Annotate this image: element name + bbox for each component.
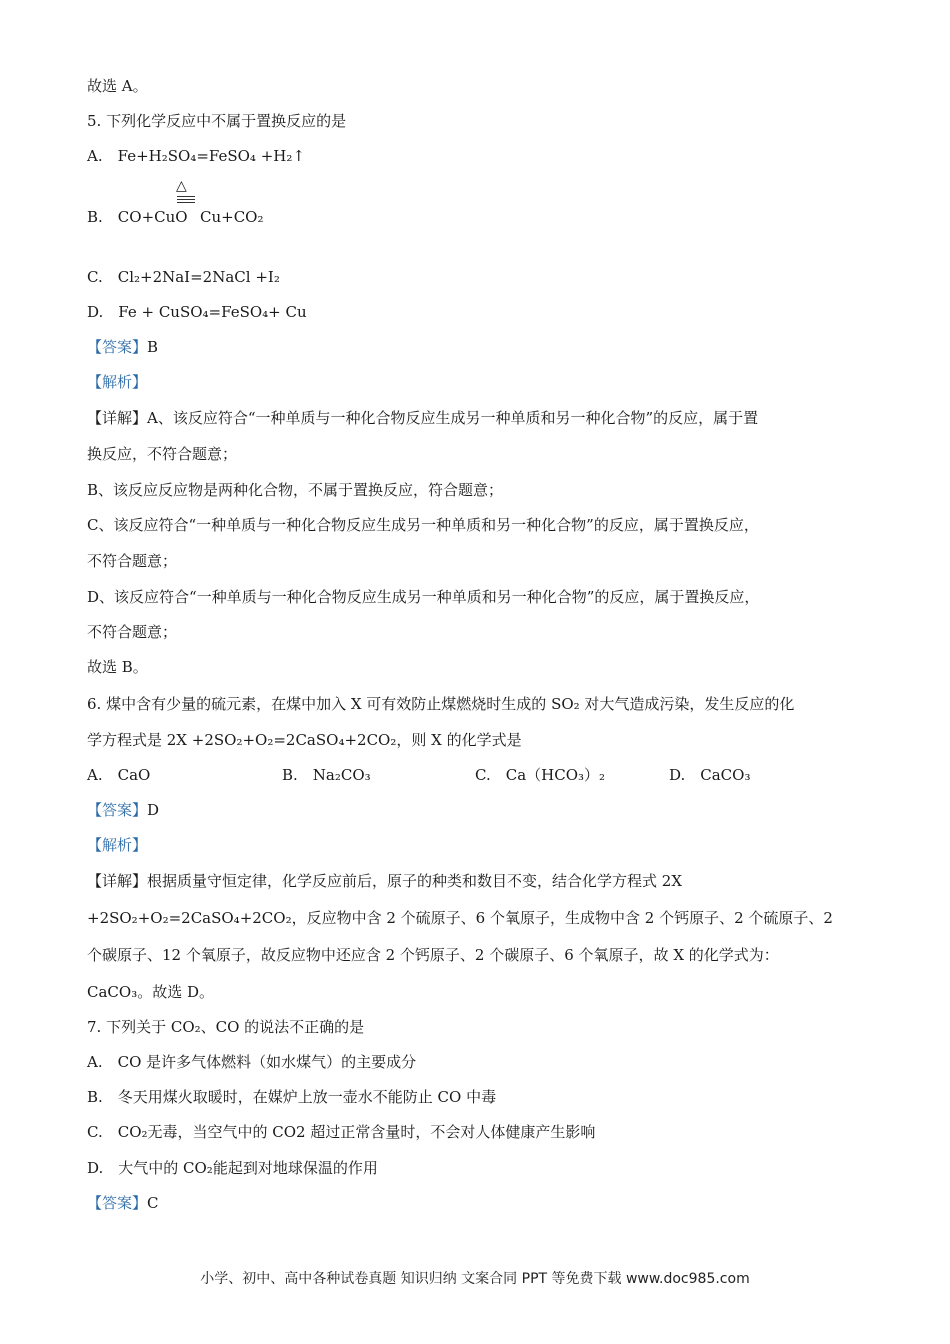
q7-option-d: D. 大气中的 CO₂能起到对地球保温的作用 xyxy=(87,1159,378,1177)
q7-answer xyxy=(87,1193,159,1213)
q5-stem: 5. 下列化学反应中不属于置换反应的是 xyxy=(87,112,347,130)
q5-detail-line: 换反应，不符合题意； xyxy=(87,445,238,463)
q5-condition-line xyxy=(177,199,195,200)
q6-detail-line: +2SO₂+O₂=2CaSO₄+2CO₂，反应物中含 2 个硫原子、6 个氧原子，生成物中含 2 个钙原子、2 个硫原子、2 xyxy=(87,909,833,927)
q5-condition-line xyxy=(177,196,195,197)
q5-detail-line: 不符合题意； xyxy=(87,552,178,570)
q5-condition-symbol: △ xyxy=(176,178,187,194)
q5-option-a: A. Fe+H₂SO₄=FeSO₄ +H₂↑ xyxy=(87,147,305,165)
q5-detail-line: B、该反应反应物是两种化合物，不属于置换反应，符合题意； xyxy=(87,481,504,499)
q6-detail-line: CaCO₃。故选 D。 xyxy=(87,983,215,1001)
answer-tag: 【答案】 xyxy=(87,801,148,819)
q4-end: 故选 A。 xyxy=(87,77,148,95)
q7-option-c: C. CO₂无毒，当空气中的 CO2 超过正常含量时，不会对人体健康产生影响 xyxy=(87,1123,596,1141)
q5-option-b-right: Cu+CO₂ xyxy=(200,208,264,226)
q5-option-d: D. Fe + CuSO₄=FeSO₄+ Cu xyxy=(87,303,307,321)
q6-option-b: B. Na₂CO₃ xyxy=(282,766,371,784)
q5-detail-line: D、该反应符合“一种单质与一种化合物反应生成另一种单质和另一种化合物”的反应，属于置换反应， xyxy=(87,588,760,606)
q7-option-a: A. CO 是许多气体燃料（如水煤气）的主要成分 xyxy=(87,1053,417,1071)
q6-option-a: A. CaO xyxy=(87,766,151,784)
q5-detail-line: 不符合题意； xyxy=(87,623,178,641)
q5-option-b-left: B. CO+CuO xyxy=(87,208,188,226)
q6-option-c: C. Ca（HCO₃）₂ xyxy=(475,766,606,784)
q5-analysis-tag: 【解析】 xyxy=(87,373,148,391)
q6-stem-line: 6. 煤中含有少量的硫元素，在煤中加入 X 可有效防止煤燃烧时生成的 SO₂ 对大气造成污染，发生反应的化 xyxy=(87,695,795,713)
q6-analysis-tag: 【解析】 xyxy=(87,836,148,854)
q6-option-d: D. CaCO₃ xyxy=(669,766,751,784)
q7-option-b: B. 冬天用煤火取暖时，在媒炉上放一壶水不能防止 CO 中毒 xyxy=(87,1088,497,1106)
q7-stem: 7. 下列关于 CO₂、CO 的说法不正确的是 xyxy=(87,1018,365,1036)
answer-tag: 【答案】 xyxy=(87,338,148,356)
q5-detail-line: 【详解】A、该反应符合“一种单质与一种化合物反应生成另一种单质和另一种化合物”的反应，属于置 xyxy=(87,409,759,427)
q5-condition-line xyxy=(177,202,195,203)
q6-answer xyxy=(87,800,159,820)
answer-value: D xyxy=(147,801,160,819)
q6-stem-line: 学方程式是 2X +2SO₂+O₂=2CaSO₄+2CO₂，则 X 的化学式是 xyxy=(87,731,522,749)
answer-value: B xyxy=(147,338,159,356)
q5-answer xyxy=(87,337,158,357)
q5-detail-line: C、该反应符合“一种单质与一种化合物反应生成另一种单质和另一种化合物”的反应，属于置换反应， xyxy=(87,516,759,534)
answer-value: C xyxy=(147,1194,159,1212)
q5-end: 故选 B。 xyxy=(87,658,148,676)
answer-tag: 【答案】 xyxy=(87,1194,148,1212)
page-footer: 小学、初中、高中各种试卷真题 知识归纳 文案合同 PPT 等免费下载 www.doc985.com xyxy=(200,1271,750,1287)
q5-option-c: C. Cl₂+2NaI=2NaCl +I₂ xyxy=(87,268,280,286)
q6-detail-line: 【详解】根据质量守恒定律，化学反应前后，原子的种类和数目不变，结合化学方程式 2X xyxy=(87,872,682,890)
q6-detail-line: 个碳原子、12 个氧原子，故反应物中还应含 2 个钙原子、2 个碳原子、6 个氧原子，故 X 的化学式为： xyxy=(87,946,779,964)
